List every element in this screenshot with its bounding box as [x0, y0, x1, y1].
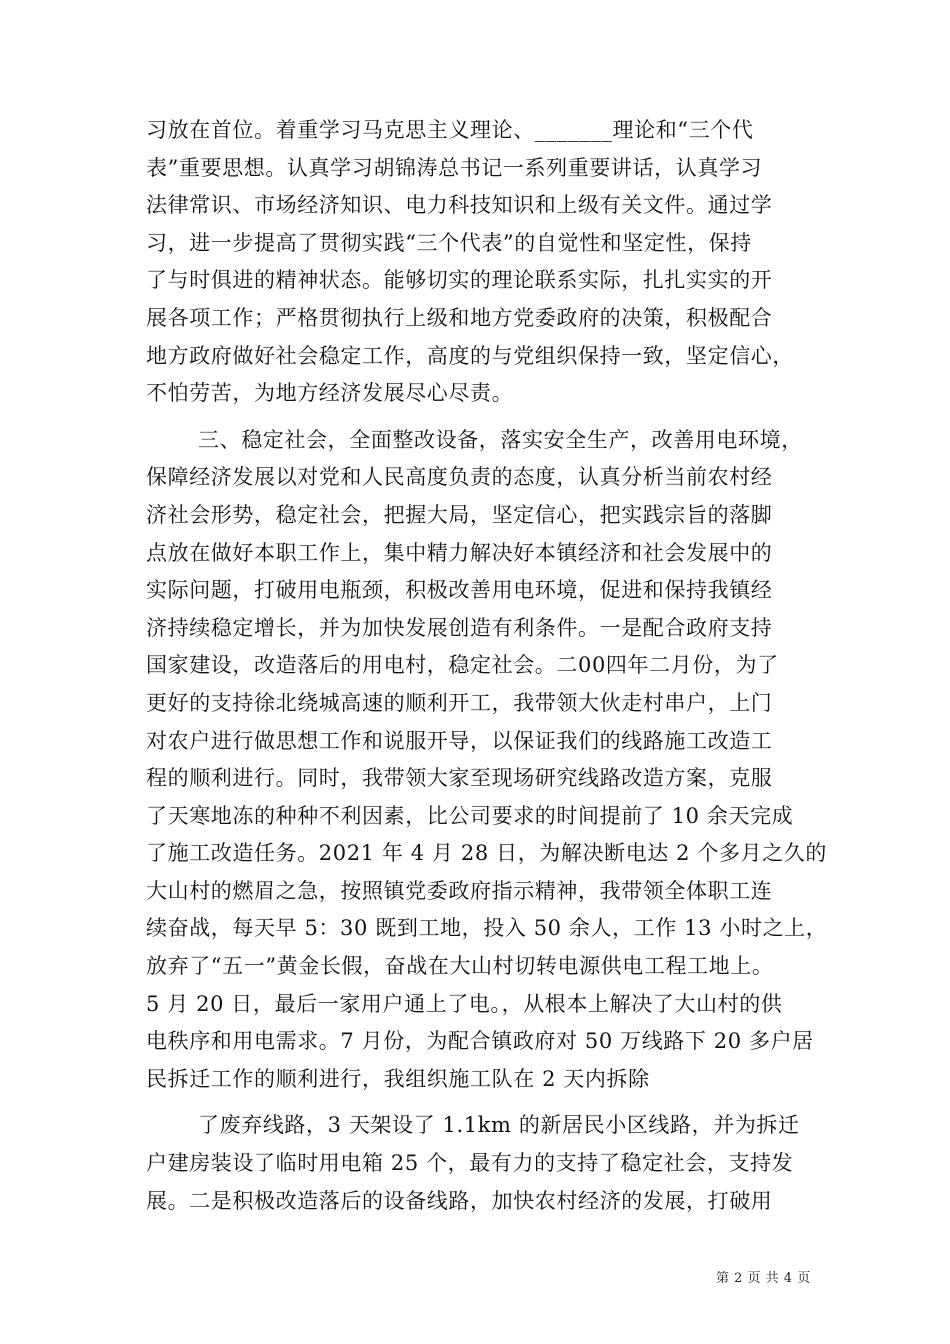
text-line: 对农户进行做思想工作和说服开导，以保证我们的线路施工改造工 — [146, 728, 773, 753]
text-line: 放弃了“五一”黄金长假，奋战在大山村切转电源供电工程工地上。 — [146, 954, 774, 979]
text-line: 三、稳定社会，全面整改设备，落实安全生产，改善用电环境， — [198, 427, 803, 452]
text-line: 民拆迁工作的顺利进行，我组织施工队在 2 天内拆除 — [146, 1066, 650, 1091]
body-text — [146, 112, 828, 1220]
text-line: 大山村的燃眉之急，按照镇党委政府指示精神，我带领全体职工连 — [146, 878, 773, 903]
text-line: 地方政府做好社会稳定工作，高度的与党组织保持一致，坚定信心， — [146, 343, 794, 368]
text-line: 展。二是积极改造落后的设备线路，加快农村经济的发展，打破用 — [146, 1188, 773, 1213]
paragraph-study — [146, 112, 816, 413]
text-line: 国家建设，改造落后的用电村，稳定社会。二00四年二月份，为了 — [146, 653, 779, 678]
text-line: 了废弃线路，3 天架设了 1.1km 的新居民小区线路，并为拆迁 — [198, 1113, 800, 1138]
text-line: 法律常识、市场经济知识、电力科技知识和上级有关文件。通过学 — [146, 193, 773, 218]
text-line: 保障经济发展以对党和人民高度负责的态度，认真分析当前农村经 — [146, 465, 773, 490]
text-line: 习放在首位。着重学习马克思主义理论、_______理论和“三个代 — [146, 118, 754, 142]
text-line: 习，进一步提高了贯彻实践“三个代表”的自觉性和坚定性，保持 — [146, 230, 752, 255]
paragraph-continuation — [146, 1107, 816, 1220]
text-line: 了与时俱进的精神状态。能够切实的理论联系实际，扎扎实实的开 — [146, 268, 773, 293]
text-line: 户建房装设了临时用电箱 25 个，最有力的支持了稳定社会，支持发 — [146, 1151, 794, 1176]
page-number: 第 2 页 共 4 页 — [716, 1271, 811, 1286]
text-line: 了施工改造任务。2021 年 4 月 28 日，为解决断电达 2 个多月之久的 — [146, 841, 828, 866]
text-line: 济持续稳定增长，并为加快发展创造有利条件。一是配合政府支持 — [146, 615, 773, 640]
text-line: 电秩序和用电需求。7 月份，为配合镇政府对 50 万线路下 20 多户居 — [146, 1029, 814, 1054]
text-line: 了天寒地冻的种种不利因素，比公司要求的时间提前了 10 余天完成 — [146, 803, 794, 828]
text-line: 5 月 20 日，最后一家用户通上了电。，从根本上解决了大山村的供 — [146, 991, 783, 1016]
text-line: 不怕劳苦，为地方经济发展尽心尽责。 — [146, 381, 514, 406]
text-line: 续奋战，每天早 5：30 既到工地，投入 50 余人，工作 13 小时之上， — [146, 916, 828, 941]
paragraph-section-three — [146, 422, 828, 1099]
text-line: 表”重要思想。认真学习胡锦涛总书记一系列重要讲话，认真学习 — [146, 155, 763, 180]
text-line: 实际问题，打破用电瓶颈，积极改善用电环境，促进和保持我镇经 — [146, 578, 773, 603]
text-line: 济社会形势，稳定社会，把握大局，坚定信心，把实践宗旨的落脚 — [146, 502, 773, 527]
text-line: 程的顺利进行。同时，我带领大家至现场研究线路改造方案，克服 — [146, 766, 773, 791]
text-line: 更好的支持徐北绕城高速的顺利开工，我带领大伙走村串户，上门 — [146, 690, 773, 715]
text-line: 展各项工作；严格贯彻执行上级和地方党委政府的决策，积极配合 — [146, 305, 773, 330]
text-line: 点放在做好本职工作上，集中精力解决好本镇经济和社会发展中的 — [146, 540, 773, 565]
